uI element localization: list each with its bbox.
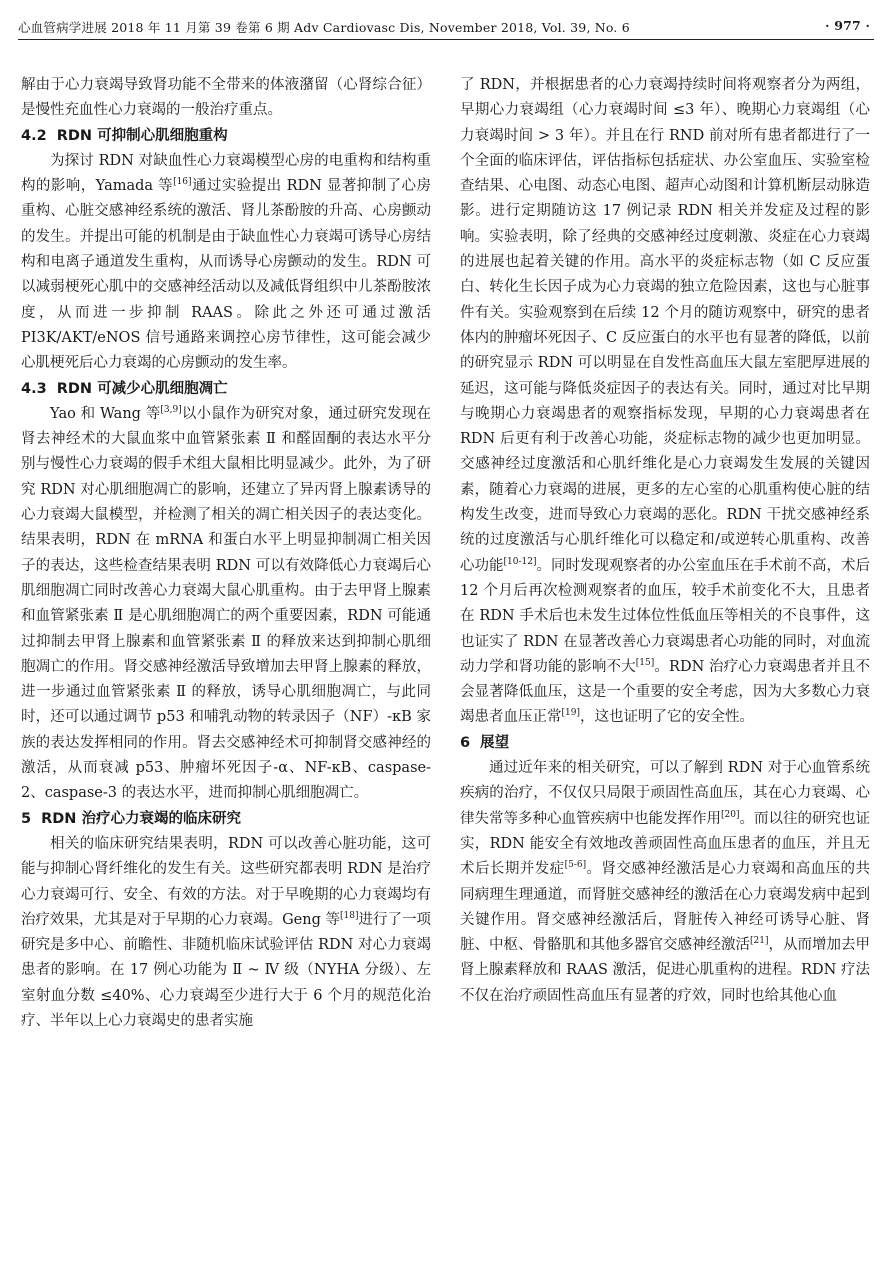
section-title: 展望 <box>480 734 510 751</box>
section-number: 4.2 <box>21 127 47 144</box>
section-number: 4.3 <box>21 380 47 397</box>
left-column <box>21 73 431 1034</box>
citation-ref: [15] <box>635 658 655 668</box>
right-column <box>460 73 870 1009</box>
citation-ref: [18] <box>339 910 359 921</box>
paragraph-5 <box>21 832 431 1034</box>
citation-ref: [5-6] <box>564 860 587 871</box>
citation-ref: [10-12] <box>503 556 537 567</box>
text-run: 相关的临床研究结果表明，RDN 可以改善心脏功能，这可能与抑制心肾纤维化的发生有关。这些研究都表明 RDN 是治疗心力衰竭可行、安全、有效的方法。对于早晚期的心力衰竭均有治疗效果，尤其是对于早期的心力衰竭。Geng 等 <box>21 835 431 928</box>
section-title: RDN 治疗心力衰竭的临床研究 <box>41 810 241 827</box>
section-number: 6 <box>460 734 471 751</box>
section-heading-4-2 <box>21 124 431 149</box>
text-run: 。肾交感神经激活是心力衰竭和高血压的共同病理生理通道，而肾脏交感神经的激活在心力衰竭发病中起到关键作用。肾交感神经激活后，肾脏传入神经可诱导心脏、肾脏、中枢、骨骼肌和其他多器官交感神经激活 <box>460 861 871 954</box>
text-run: Yao 和 Wang 等 <box>50 405 161 422</box>
section-heading-6 <box>460 731 870 756</box>
section-title: RDN 可减少心肌细胞凋亡 <box>56 380 228 397</box>
section-heading-4-3 <box>21 377 431 402</box>
text-run: 进行了一项研究是多中心、前瞻性、非随机临床试验评估 RDN 对心力衰竭患者的影响。在 17 例心功能为 Ⅱ ~ Ⅳ 级（NYHA 分级）、左室射血分数 ≤40%、心力衰竭至少进行大于 6 个月的规范化治疗、半年以上心力衰竭史的患者实施 <box>21 911 431 1029</box>
journal-citation: 心血管病学进展 2018 年 11 月第 39 卷第 6 期 Adv Cardiovasc Dis, November 2018, Vol. 39, No. 6 <box>18 20 630 35</box>
text-run: 为探讨 RDN 对缺血性心力衰竭模型心房的电重构和结构重构的影响，Yamada 等 <box>21 152 431 195</box>
text-run: 。而以往的研究也证实，RDN 能安全有效地改善顽固性高血压患者的血压，并且无术后长期并发症 <box>460 810 871 878</box>
citation-ref: [19] <box>561 708 580 719</box>
paragraph-4-3 <box>21 402 431 807</box>
page-number: · 977 · <box>825 18 870 33</box>
section-heading-5 <box>21 807 431 832</box>
section-title: RDN 可抑制心肌细胞重构 <box>56 127 228 144</box>
paragraph-intro: 解由于心力衰竭导致肾功能不全带来的体液潴留（心肾综合征）是慢性充血性心力衰竭的一般治疗重点。 <box>21 77 431 119</box>
text-run: 以小鼠作为研究对象，通过研究发现在肾去神经术的大鼠血浆中血管紧张素 Ⅱ 和醛固酮的表达水平分别与慢性心力衰竭的假手术组大鼠相比明显减少。此外，为了研究 RDN 对心肌细胞凋亡的影响，还建立了异丙肾上腺素诱导的心力衰竭大鼠模型，并检测了相关的凋亡相关因子的表达变化。结果表明，RDN 在 mRNA 和蛋白水平上明显抑制凋亡相关因子的表达，这些检查结果表明 RDN 可以有效降低心力衰竭后心肌细胞凋亡同时改善心力衰竭大鼠心肌重构。由于去甲肾上腺素和血管紧张素 Ⅱ 是心肌细胞凋亡的两个重要因素，RDN 可能通过抑制去甲肾上腺素和血管紧张素 Ⅱ 的释放来达到抑制心肌细胞凋亡的作用。肾交感神经激活导致增加去甲肾上腺素的释放，进一步通过血管紧张素 Ⅱ 的释放，诱导心肌细胞凋亡，与此同时，还可以通过调节 p53 和哺乳动物的转录因子（NF）-κB 家族的表达发挥相同的作用。肾去交感神经术可抑制肾交感神经的激活，从而衰减 p53、肿瘤坏死因子-α、NF-κB、caspase-2、caspase-3 的表达水平，进而抑制心肌细胞凋亡。 <box>21 405 431 802</box>
text-run: ，从而增加去甲肾上腺素释放和 RAAS 激活，促进心肌重构的进程。RDN 疗法不仅在治疗顽固性高血压有显著的疗效，同时也给其他心血 <box>460 937 871 1004</box>
text-run: 通过实验提出 RDN 显著抑制了心房重构、心脏交感神经系统的激活、肾儿茶酚胺的升高、心房颤动的发生。并提出可能的机制是由于缺血性心力衰竭可诱导心房结构和电离子通道发生重构，从而诱导心房颤动的发生。RDN 可以减弱梗死心肌中的交感神经活动以及减低肾组织中儿茶酚胺浓度，从而进一步抑制 RAAS。除此之外还可通过激活 PI3K/AKT/eNOS 信号通路来调控心房节律性，这可能会减少心肌梗死后心力衰竭的心房颤动的发生率。 <box>21 178 431 372</box>
text-run: 通过近年来的相关研究，可以了解到 RDN 对于心血管系统疾病的治疗，不仅仅只局限于顽固性高血压，其在心力衰竭、心律失常等多种心血管疾病中也能发挥作用 <box>460 760 870 827</box>
paragraph-5-continued <box>460 73 870 731</box>
text-run: 了 RDN，并根据患者的心力衰竭持续时间将观察者分为两组，早期心力衰竭组（心力衰竭时间 ≤3 年）、晚期心力衰竭组（心力衰竭时间 > 3 年）。并且在行 RND 前对所有患者都进行了一个全面的临床评估，评估指标包括症状、办公室血压、实验室检查结果、心电图、动态心电图、超声心动图和计算机断层动脉造影。进行定期随访这 17 例记录 RDN 相关并发症及过程的影响。实验表明，除了经典的交感神经过度刺激、炎症在心力衰竭的进展也起着关键的作用。高水平的炎症标志物（如 C 反应蛋白、转化生长因子成为心力衰竭的独立危险因素，这也与心脏事件有关。实验观察到在后续 12 个月的随访观察中，研究的患者体内的肿瘤坏死因子、C 反应蛋白的水平也有显著的降低，以前的研究显示 RDN 可以明显在自发性高血压大鼠左室肥厚进展的延迟，这可能与降低炎症因子的表达有关。同时，通过对比早期与晚期心力衰竭患者的观察指标发现，早期的心力衰竭患者在 RDN 后更有利于改善心功能，炎症标志物的减少也更加明显。交感神经过度激活和心肌纤维化是心力衰竭发生发展的关键因素，随着心力衰竭的进展，更多的左心室的心肌重构使心脏的结构发生改变，进而导致心力衰竭的恶化。RDN 干扰交感神经系统的过度激活与心肌纤维化可以稳定和/或逆转心肌重构、改善心功能 <box>460 77 870 574</box>
text-run: 。RDN 治疗心力衰竭患者并且不会显著降低血压，这是一个重要的安全考虑，因为大多数心力衰竭患者血压正常 <box>460 658 870 726</box>
text-run: ，这也证明了它的安全性。 <box>579 709 754 726</box>
citation-ref: [16] <box>173 177 192 188</box>
header-rule <box>18 39 874 40</box>
section-number: 5 <box>21 810 32 827</box>
text-run: 。同时发现观察者的办公室血压在手术前不高，术后 12 个月后再次检测观察者的血压，较手术前变化不大，且患者在 RDN 手术后也未发生过体位性低血压等相关的不良事件，这也证实了 RDN 在显著改善心力衰竭患者心功能的同时，对血流动力学和肾功能的影响不大 <box>460 557 871 675</box>
running-header <box>18 14 874 40</box>
citation-ref: [20] <box>721 809 740 820</box>
paragraph-4-2 <box>21 149 431 377</box>
citation-ref: [21] <box>750 936 769 947</box>
paragraph-6 <box>460 756 870 1009</box>
citation-ref: [3,9] <box>160 405 182 416</box>
